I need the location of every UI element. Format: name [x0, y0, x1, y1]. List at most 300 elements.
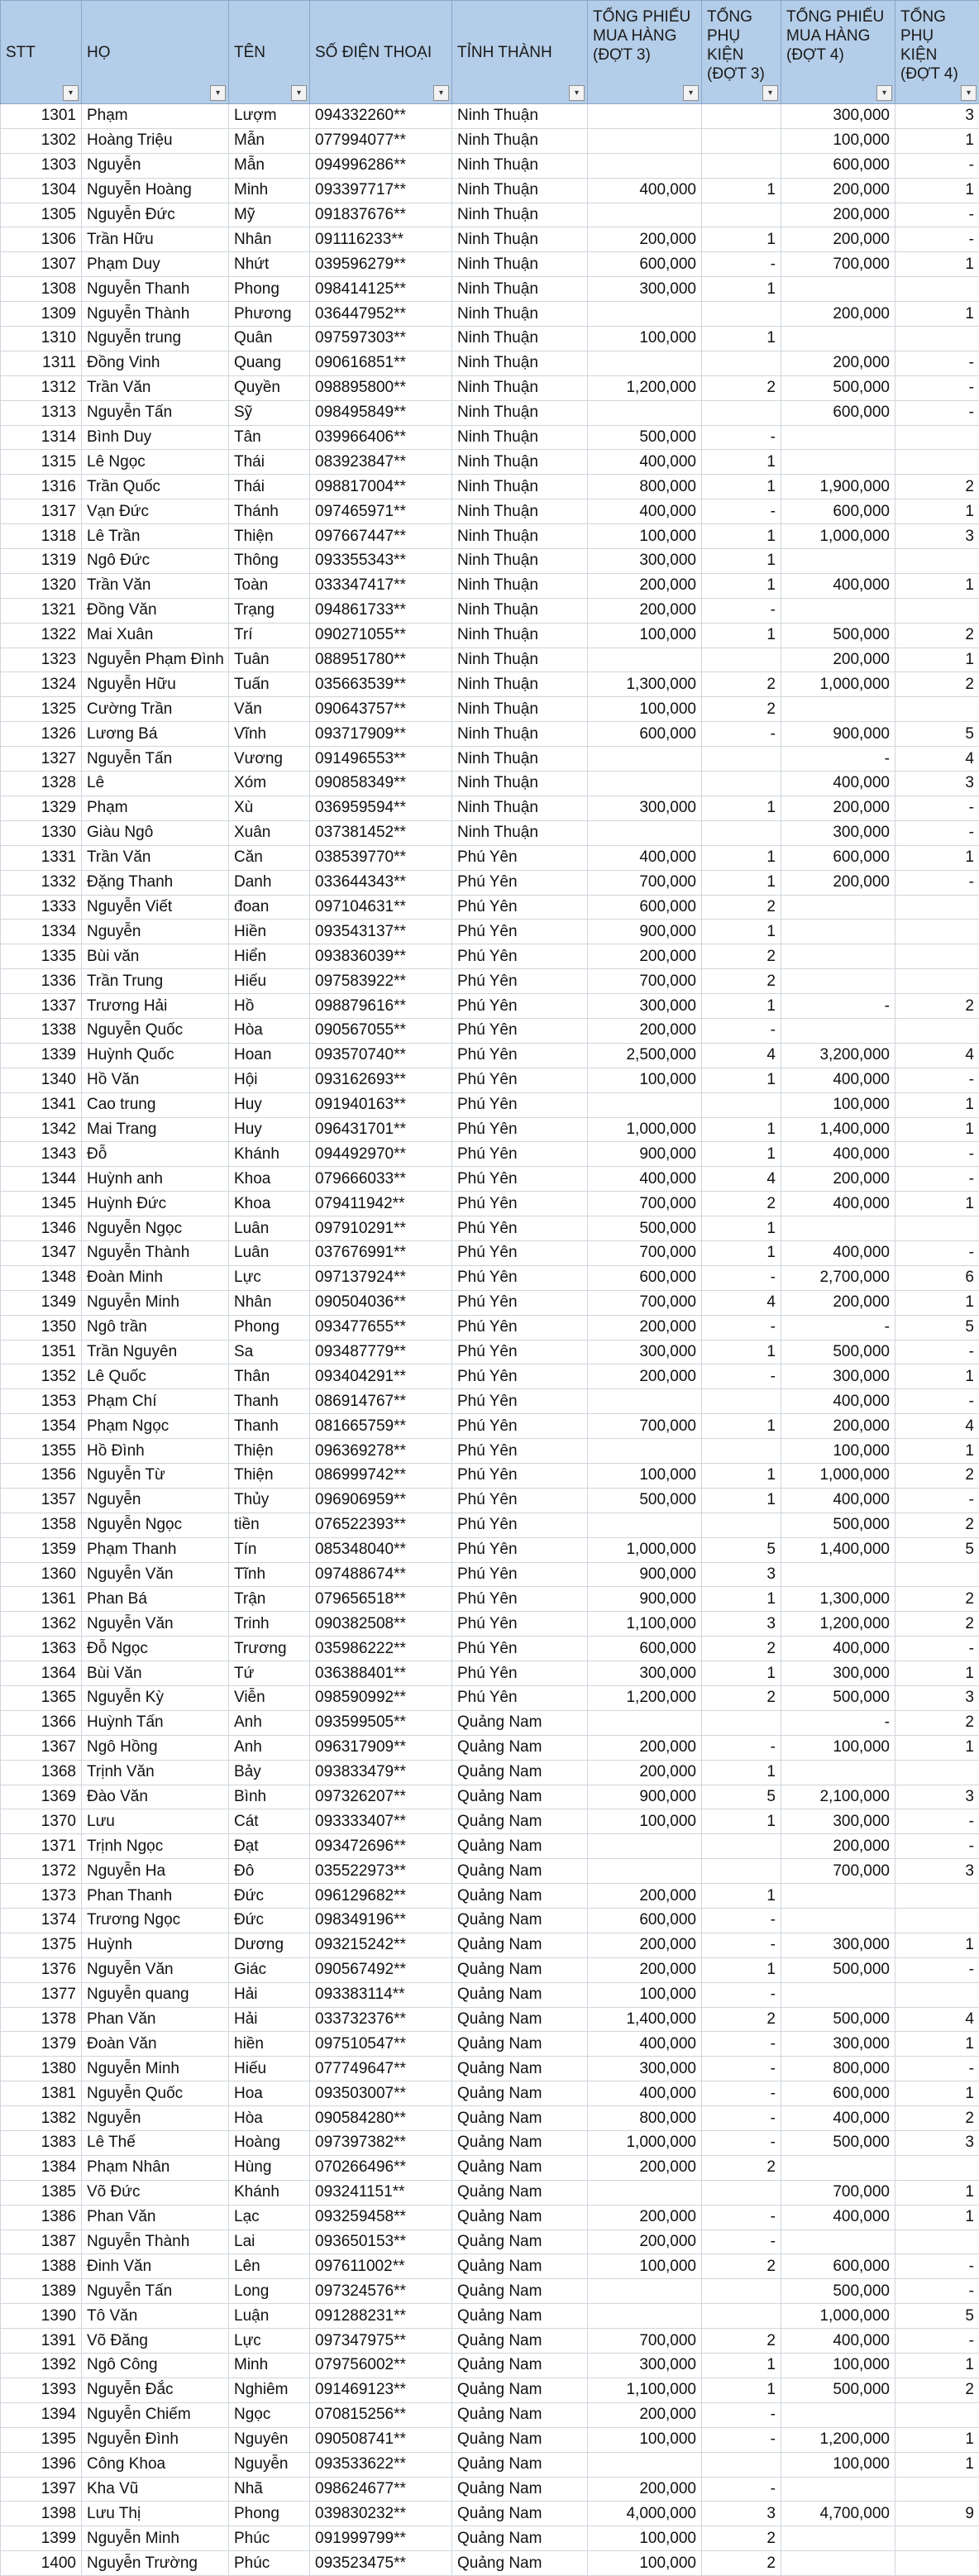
cell-phieu-dot4[interactable]: 200,000 — [781, 203, 895, 227]
cell-phu-kien-dot4[interactable]: 4 — [895, 2007, 979, 2032]
cell-phieu-dot3[interactable] — [588, 1710, 702, 1735]
cell-phieu-dot4[interactable] — [781, 1216, 895, 1241]
cell-so-dien-thoai[interactable]: 097347975** — [310, 2329, 452, 2354]
cell-ho[interactable]: Nguyễn Quốc — [82, 2081, 229, 2106]
cell-phieu-dot3[interactable] — [588, 747, 702, 772]
cell-ho[interactable]: Huỳnh anh — [82, 1167, 229, 1192]
cell-phieu-dot4[interactable]: 1,200,000 — [781, 2427, 895, 2452]
cell-phu-kien-dot4[interactable]: - — [895, 153, 979, 178]
cell-phu-kien-dot3[interactable]: 5 — [702, 1785, 781, 1809]
cell-phieu-dot4[interactable]: 100,000 — [781, 128, 895, 153]
cell-phieu-dot4[interactable]: 200,000 — [781, 1290, 895, 1315]
cell-ten[interactable]: Thanh — [229, 1389, 310, 1414]
cell-tinh-thanh[interactable]: Quảng Nam — [452, 2378, 588, 2402]
cell-ten[interactable]: Thân — [229, 1364, 310, 1389]
cell-so-dien-thoai[interactable]: 097465971** — [310, 499, 452, 524]
cell-stt[interactable]: 1332 — [1, 870, 82, 895]
cell-phu-kien-dot4[interactable]: 1 — [895, 2427, 979, 2452]
cell-phieu-dot3[interactable]: 700,000 — [588, 870, 702, 895]
cell-so-dien-thoai[interactable]: 097583922** — [310, 969, 452, 994]
cell-stt[interactable]: 1308 — [1, 277, 82, 302]
cell-ho[interactable]: Nguyễn Thành — [82, 2230, 229, 2254]
cell-phieu-dot4[interactable]: - — [781, 1710, 895, 1735]
cell-phieu-dot4[interactable]: 1,300,000 — [781, 1587, 895, 1612]
cell-phu-kien-dot3[interactable]: - — [702, 2131, 781, 2156]
cell-phieu-dot4[interactable]: 200,000 — [781, 1167, 895, 1192]
cell-tinh-thanh[interactable]: Ninh Thuận — [452, 104, 588, 129]
cell-ten[interactable]: Luân — [229, 1216, 310, 1241]
cell-phieu-dot3[interactable]: 700,000 — [588, 2329, 702, 2354]
cell-ten[interactable]: Thiện — [229, 524, 310, 549]
cell-phieu-dot4[interactable]: 200,000 — [781, 1834, 895, 1859]
cell-stt[interactable]: 1305 — [1, 203, 82, 227]
cell-so-dien-thoai[interactable]: 093833479** — [310, 1760, 452, 1785]
cell-phieu-dot3[interactable]: 700,000 — [588, 1192, 702, 1216]
cell-phieu-dot3[interactable]: 100,000 — [588, 2254, 702, 2279]
cell-phieu-dot3[interactable]: 500,000 — [588, 1488, 702, 1513]
cell-phieu-dot3[interactable]: 100,000 — [588, 623, 702, 648]
cell-ten[interactable]: Phương — [229, 302, 310, 327]
cell-so-dien-thoai[interactable]: 038539770** — [310, 845, 452, 870]
cell-ten[interactable]: Căn — [229, 845, 310, 870]
cell-ho[interactable]: Phạm Ngọc — [82, 1414, 229, 1439]
cell-ten[interactable]: Văn — [229, 697, 310, 722]
cell-ho[interactable]: Đặng Thanh — [82, 870, 229, 895]
cell-ten[interactable]: Bình — [229, 1785, 310, 1809]
cell-phieu-dot3[interactable]: 1,400,000 — [588, 2007, 702, 2032]
cell-ho[interactable]: Nguyễn Thành — [82, 1240, 229, 1265]
cell-so-dien-thoai[interactable]: 033644343** — [310, 870, 452, 895]
cell-ten[interactable]: Mẫn — [229, 128, 310, 153]
cell-so-dien-thoai[interactable]: 079756002** — [310, 2354, 452, 2378]
cell-phieu-dot4[interactable]: 500,000 — [781, 2279, 895, 2304]
cell-phu-kien-dot3[interactable]: 1 — [702, 178, 781, 203]
cell-ho[interactable]: Nguyễn Tấn — [82, 400, 229, 425]
cell-ho[interactable]: Trần Quốc — [82, 475, 229, 499]
cell-so-dien-thoai[interactable]: 097324576** — [310, 2279, 452, 2304]
cell-ho[interactable]: Trương Hải — [82, 994, 229, 1019]
cell-ho[interactable]: Đinh Văn — [82, 2254, 229, 2279]
cell-phieu-dot4[interactable]: 400,000 — [781, 1192, 895, 1216]
cell-phu-kien-dot4[interactable] — [895, 327, 979, 351]
cell-ten[interactable]: Thanh — [229, 1414, 310, 1439]
cell-ho[interactable]: Phạm Chí — [82, 1389, 229, 1414]
cell-ten[interactable]: Dương — [229, 1933, 310, 1957]
cell-so-dien-thoai[interactable]: 093533622** — [310, 2452, 452, 2477]
cell-phu-kien-dot4[interactable]: - — [895, 375, 979, 400]
cell-phu-kien-dot4[interactable]: 5 — [895, 1537, 979, 1562]
cell-tinh-thanh[interactable]: Quảng Nam — [452, 1760, 588, 1785]
cell-tinh-thanh[interactable]: Phú Yên — [452, 1562, 588, 1587]
cell-tinh-thanh[interactable]: Quảng Nam — [452, 2057, 588, 2081]
cell-stt[interactable]: 1369 — [1, 1785, 82, 1809]
cell-ten[interactable]: Hội — [229, 1068, 310, 1092]
cell-phu-kien-dot3[interactable] — [702, 2180, 781, 2205]
cell-ho[interactable]: Trương Ngọc — [82, 1909, 229, 1933]
cell-phu-kien-dot4[interactable]: 4 — [895, 1414, 979, 1439]
cell-ten[interactable]: Anh — [229, 1735, 310, 1760]
cell-so-dien-thoai[interactable]: 039830232** — [310, 2502, 452, 2526]
cell-so-dien-thoai[interactable]: 097397382** — [310, 2131, 452, 2156]
cell-phu-kien-dot4[interactable]: 3 — [895, 524, 979, 549]
cell-so-dien-thoai[interactable]: 086999742** — [310, 1463, 452, 1488]
cell-tinh-thanh[interactable]: Ninh Thuận — [452, 648, 588, 672]
cell-ho[interactable]: Đỗ Ngọc — [82, 1637, 229, 1661]
cell-tinh-thanh[interactable]: Quảng Nam — [452, 2502, 588, 2526]
cell-phu-kien-dot4[interactable]: 4 — [895, 747, 979, 772]
cell-phieu-dot4[interactable]: 400,000 — [781, 1068, 895, 1092]
cell-so-dien-thoai[interactable]: 035663539** — [310, 672, 452, 697]
cell-stt[interactable]: 1327 — [1, 747, 82, 772]
cell-phu-kien-dot3[interactable]: - — [702, 598, 781, 623]
cell-phieu-dot4[interactable]: 400,000 — [781, 1637, 895, 1661]
cell-phu-kien-dot4[interactable] — [895, 425, 979, 450]
cell-phieu-dot3[interactable] — [588, 1439, 702, 1464]
cell-stt[interactable]: 1392 — [1, 2354, 82, 2378]
cell-tinh-thanh[interactable]: Quảng Nam — [452, 1909, 588, 1933]
cell-phieu-dot3[interactable]: 300,000 — [588, 994, 702, 1019]
cell-phu-kien-dot3[interactable] — [702, 820, 781, 845]
cell-phu-kien-dot4[interactable]: - — [895, 1340, 979, 1364]
cell-tinh-thanh[interactable]: Ninh Thuận — [452, 252, 588, 277]
cell-phu-kien-dot3[interactable]: 1 — [702, 2354, 781, 2378]
cell-ho[interactable]: Lê — [82, 772, 229, 796]
cell-phieu-dot3[interactable] — [588, 351, 702, 375]
cell-phu-kien-dot4[interactable]: - — [895, 1240, 979, 1265]
cell-phu-kien-dot3[interactable]: - — [702, 1982, 781, 2007]
cell-tinh-thanh[interactable]: Ninh Thuận — [452, 227, 588, 252]
cell-ho[interactable]: Phạm Duy — [82, 252, 229, 277]
cell-ten[interactable]: Sa — [229, 1340, 310, 1364]
cell-ten[interactable]: Luận — [229, 2304, 310, 2329]
cell-phu-kien-dot3[interactable]: 1 — [702, 549, 781, 574]
cell-phu-kien-dot3[interactable]: 4 — [702, 1290, 781, 1315]
cell-phieu-dot3[interactable]: 900,000 — [588, 1587, 702, 1612]
cell-so-dien-thoai[interactable]: 076522393** — [310, 1513, 452, 1537]
cell-ten[interactable]: Hiếu — [229, 969, 310, 994]
cell-phu-kien-dot3[interactable] — [702, 351, 781, 375]
filter-dropdown-button[interactable] — [63, 85, 79, 101]
cell-phu-kien-dot3[interactable]: 2 — [702, 2155, 781, 2180]
cell-phieu-dot4[interactable]: 1,000,000 — [781, 2304, 895, 2329]
cell-phu-kien-dot3[interactable]: 1 — [702, 1661, 781, 1686]
cell-phu-kien-dot3[interactable]: 1 — [702, 1216, 781, 1241]
cell-ten[interactable]: Nhân — [229, 1290, 310, 1315]
cell-ho[interactable]: Mai Trang — [82, 1117, 229, 1142]
cell-phieu-dot4[interactable]: 400,000 — [781, 2106, 895, 2131]
cell-stt[interactable]: 1384 — [1, 2155, 82, 2180]
cell-tinh-thanh[interactable]: Quảng Nam — [452, 2402, 588, 2427]
cell-ho[interactable]: Trịnh Văn — [82, 1760, 229, 1785]
cell-phieu-dot4[interactable] — [781, 2526, 895, 2551]
cell-stt[interactable]: 1358 — [1, 1513, 82, 1537]
cell-ho[interactable]: Nguyễn Tấn — [82, 2279, 229, 2304]
cell-ho[interactable]: Nguyễn Đình — [82, 2427, 229, 2452]
cell-phu-kien-dot3[interactable]: - — [702, 499, 781, 524]
cell-tinh-thanh[interactable]: Ninh Thuận — [452, 697, 588, 722]
cell-so-dien-thoai[interactable]: 093599505** — [310, 1710, 452, 1735]
cell-phu-kien-dot3[interactable]: - — [702, 1265, 781, 1290]
cell-phu-kien-dot4[interactable]: 1 — [895, 2452, 979, 2477]
cell-tinh-thanh[interactable]: Phú Yên — [452, 969, 588, 994]
cell-ho[interactable]: Nguyễn Thanh — [82, 277, 229, 302]
cell-stt[interactable]: 1314 — [1, 425, 82, 450]
cell-phieu-dot4[interactable]: 100,000 — [781, 2452, 895, 2477]
cell-ho[interactable]: Nguyễn Văn — [82, 1562, 229, 1587]
cell-phu-kien-dot4[interactable]: 1 — [895, 1092, 979, 1117]
cell-phu-kien-dot4[interactable]: 1 — [895, 1439, 979, 1464]
cell-tinh-thanh[interactable]: Phú Yên — [452, 1389, 588, 1414]
cell-phieu-dot3[interactable]: 1,000,000 — [588, 1117, 702, 1142]
cell-tinh-thanh[interactable]: Phú Yên — [452, 920, 588, 944]
cell-phieu-dot3[interactable]: 300,000 — [588, 549, 702, 574]
cell-phieu-dot3[interactable]: 200,000 — [588, 2155, 702, 2180]
cell-phu-kien-dot4[interactable]: 1 — [895, 2032, 979, 2057]
cell-ho[interactable]: Đồng Văn — [82, 598, 229, 623]
cell-phieu-dot4[interactable]: 400,000 — [781, 2329, 895, 2354]
cell-so-dien-thoai[interactable]: 091469123** — [310, 2378, 452, 2402]
cell-ho[interactable]: Công Khoa — [82, 2452, 229, 2477]
cell-ten[interactable]: Phúc — [229, 2551, 310, 2576]
cell-so-dien-thoai[interactable]: 094996286** — [310, 153, 452, 178]
cell-tinh-thanh[interactable]: Ninh Thuận — [452, 475, 588, 499]
cell-phu-kien-dot3[interactable]: - — [702, 2230, 781, 2254]
cell-so-dien-thoai[interactable]: 093523475** — [310, 2551, 452, 2576]
cell-ho[interactable]: Nguyễn Phạm Đình — [82, 648, 229, 672]
cell-tinh-thanh[interactable]: Quảng Nam — [452, 2230, 588, 2254]
cell-so-dien-thoai[interactable]: 093259458** — [310, 2205, 452, 2230]
cell-tinh-thanh[interactable]: Phú Yên — [452, 1686, 588, 1711]
cell-tinh-thanh[interactable]: Phú Yên — [452, 870, 588, 895]
cell-stt[interactable]: 1398 — [1, 2502, 82, 2526]
cell-ten[interactable]: Minh — [229, 178, 310, 203]
cell-stt[interactable]: 1345 — [1, 1192, 82, 1216]
cell-ho[interactable]: Ngô Hồng — [82, 1735, 229, 1760]
cell-phu-kien-dot4[interactable]: - — [895, 1167, 979, 1192]
cell-phu-kien-dot4[interactable]: - — [895, 1389, 979, 1414]
cell-phieu-dot4[interactable]: 900,000 — [781, 722, 895, 747]
cell-stt[interactable]: 1386 — [1, 2205, 82, 2230]
cell-ho[interactable]: Bùi văn — [82, 944, 229, 969]
cell-so-dien-thoai[interactable]: 079411942** — [310, 1192, 452, 1216]
cell-ho[interactable]: Trần Văn — [82, 375, 229, 400]
cell-phu-kien-dot3[interactable]: 1 — [702, 2378, 781, 2402]
cell-phu-kien-dot3[interactable]: - — [702, 2081, 781, 2106]
cell-phieu-dot3[interactable]: 200,000 — [588, 1933, 702, 1957]
cell-so-dien-thoai[interactable]: 083923847** — [310, 450, 452, 475]
cell-phu-kien-dot4[interactable]: 3 — [895, 2131, 979, 2156]
cell-ten[interactable]: Khánh — [229, 1142, 310, 1167]
cell-phieu-dot4[interactable] — [781, 697, 895, 722]
cell-phieu-dot3[interactable]: 4,000,000 — [588, 2502, 702, 2526]
cell-ten[interactable]: Phong — [229, 2502, 310, 2526]
cell-phieu-dot3[interactable] — [588, 104, 702, 129]
cell-phieu-dot4[interactable]: 2,100,000 — [781, 1785, 895, 1809]
cell-ten[interactable]: Vương — [229, 747, 310, 772]
cell-tinh-thanh[interactable]: Quảng Nam — [452, 1982, 588, 2007]
cell-tinh-thanh[interactable]: Quảng Nam — [452, 2304, 588, 2329]
cell-ten[interactable]: Hoàng — [229, 2131, 310, 2156]
cell-phu-kien-dot3[interactable] — [702, 648, 781, 672]
cell-ten[interactable]: Đức — [229, 1909, 310, 1933]
cell-phieu-dot3[interactable] — [588, 1389, 702, 1414]
cell-phieu-dot3[interactable]: 100,000 — [588, 2427, 702, 2452]
cell-stt[interactable]: 1365 — [1, 1686, 82, 1711]
cell-phieu-dot3[interactable]: 200,000 — [588, 1018, 702, 1043]
cell-so-dien-thoai[interactable]: 093333407** — [310, 1809, 452, 1834]
cell-so-dien-thoai[interactable]: 098624677** — [310, 2477, 452, 2502]
cell-stt[interactable]: 1388 — [1, 2254, 82, 2279]
cell-ten[interactable]: Quang — [229, 351, 310, 375]
cell-phu-kien-dot3[interactable]: 1 — [702, 1587, 781, 1612]
cell-stt[interactable]: 1303 — [1, 153, 82, 178]
cell-phieu-dot3[interactable] — [588, 648, 702, 672]
cell-stt[interactable]: 1320 — [1, 573, 82, 598]
cell-ho[interactable]: Nguyễn Ngọc — [82, 1513, 229, 1537]
cell-stt[interactable]: 1316 — [1, 475, 82, 499]
cell-ho[interactable]: Lê Quốc — [82, 1364, 229, 1389]
cell-phu-kien-dot4[interactable]: 1 — [895, 302, 979, 327]
cell-phieu-dot3[interactable]: 200,000 — [588, 1364, 702, 1389]
cell-ten[interactable]: Tân — [229, 425, 310, 450]
cell-phu-kien-dot4[interactable]: - — [895, 2279, 979, 2304]
cell-phu-kien-dot3[interactable] — [702, 1834, 781, 1859]
cell-phieu-dot4[interactable] — [781, 895, 895, 920]
cell-ten[interactable]: Thái — [229, 475, 310, 499]
cell-ten[interactable]: Khoa — [229, 1167, 310, 1192]
cell-ten[interactable]: Nhứt — [229, 252, 310, 277]
cell-phieu-dot4[interactable]: 1,000,000 — [781, 672, 895, 697]
cell-phu-kien-dot4[interactable]: - — [895, 2254, 979, 2279]
cell-phu-kien-dot4[interactable] — [895, 450, 979, 475]
cell-tinh-thanh[interactable]: Quảng Nam — [452, 1957, 588, 1982]
cell-phu-kien-dot3[interactable]: - — [702, 2205, 781, 2230]
cell-phu-kien-dot4[interactable]: 1 — [895, 2081, 979, 2106]
cell-phieu-dot4[interactable]: 200,000 — [781, 648, 895, 672]
cell-phieu-dot3[interactable]: 1,000,000 — [588, 1537, 702, 1562]
cell-so-dien-thoai[interactable]: 036447952** — [310, 302, 452, 327]
cell-phu-kien-dot4[interactable] — [895, 1982, 979, 2007]
filter-dropdown-button[interactable] — [683, 85, 699, 101]
cell-ten[interactable]: Thiện — [229, 1463, 310, 1488]
cell-tinh-thanh[interactable]: Quảng Nam — [452, 1933, 588, 1957]
cell-phieu-dot4[interactable]: 300,000 — [781, 820, 895, 845]
cell-ho[interactable]: Võ Đăng — [82, 2329, 229, 2354]
cell-ho[interactable]: Nguyễn Văn — [82, 1612, 229, 1637]
cell-phieu-dot4[interactable] — [781, 1562, 895, 1587]
cell-phieu-dot4[interactable]: 500,000 — [781, 1686, 895, 1711]
cell-phu-kien-dot3[interactable] — [702, 1092, 781, 1117]
cell-stt[interactable]: 1359 — [1, 1537, 82, 1562]
cell-phieu-dot3[interactable]: 1,100,000 — [588, 1612, 702, 1637]
cell-so-dien-thoai[interactable]: 091837676** — [310, 203, 452, 227]
cell-ten[interactable]: Lượm — [229, 104, 310, 129]
cell-phu-kien-dot3[interactable]: - — [702, 1364, 781, 1389]
cell-tinh-thanh[interactable]: Ninh Thuận — [452, 499, 588, 524]
cell-ho[interactable]: Đồng Vinh — [82, 351, 229, 375]
cell-so-dien-thoai[interactable]: 097104631** — [310, 895, 452, 920]
cell-stt[interactable]: 1306 — [1, 227, 82, 252]
cell-phu-kien-dot4[interactable]: 3 — [895, 1785, 979, 1809]
cell-tinh-thanh[interactable]: Phú Yên — [452, 1018, 588, 1043]
cell-phieu-dot3[interactable]: 400,000 — [588, 1167, 702, 1192]
cell-phieu-dot4[interactable] — [781, 277, 895, 302]
cell-so-dien-thoai[interactable]: 090508741** — [310, 2427, 452, 2452]
cell-phieu-dot3[interactable]: 300,000 — [588, 1340, 702, 1364]
cell-stt[interactable]: 1330 — [1, 820, 82, 845]
cell-stt[interactable]: 1372 — [1, 1859, 82, 1884]
cell-ho[interactable]: Lưu Thị — [82, 2502, 229, 2526]
cell-stt[interactable]: 1335 — [1, 944, 82, 969]
cell-so-dien-thoai[interactable]: 098495849** — [310, 400, 452, 425]
cell-ho[interactable]: Lưu — [82, 1809, 229, 1834]
cell-so-dien-thoai[interactable]: 096317909** — [310, 1735, 452, 1760]
cell-phu-kien-dot4[interactable]: 2 — [895, 1587, 979, 1612]
cell-phu-kien-dot3[interactable] — [702, 747, 781, 772]
cell-phu-kien-dot3[interactable]: 1 — [702, 796, 781, 820]
cell-so-dien-thoai[interactable]: 033347417** — [310, 573, 452, 598]
cell-phu-kien-dot4[interactable]: 1 — [895, 845, 979, 870]
cell-phieu-dot4[interactable]: 300,000 — [781, 104, 895, 129]
cell-phieu-dot3[interactable]: 200,000 — [588, 1315, 702, 1340]
cell-ten[interactable]: Đô — [229, 1859, 310, 1884]
cell-phieu-dot3[interactable] — [588, 1513, 702, 1537]
cell-ten[interactable]: Tuân — [229, 648, 310, 672]
cell-phu-kien-dot4[interactable]: 1 — [895, 1933, 979, 1957]
cell-ten[interactable]: Phong — [229, 1315, 310, 1340]
cell-stt[interactable]: 1400 — [1, 2551, 82, 2576]
cell-phu-kien-dot3[interactable]: 3 — [702, 1562, 781, 1587]
cell-phieu-dot3[interactable]: 700,000 — [588, 1240, 702, 1265]
cell-ho[interactable]: Lê Trần — [82, 524, 229, 549]
cell-so-dien-thoai[interactable]: 070266496** — [310, 2155, 452, 2180]
cell-ho[interactable]: Trần Văn — [82, 573, 229, 598]
cell-tinh-thanh[interactable]: Quảng Nam — [452, 2329, 588, 2354]
cell-phu-kien-dot4[interactable] — [895, 1760, 979, 1785]
cell-ho[interactable]: Phan Văn — [82, 2007, 229, 2032]
cell-phu-kien-dot4[interactable]: - — [895, 1834, 979, 1859]
cell-phu-kien-dot3[interactable] — [702, 302, 781, 327]
cell-so-dien-thoai[interactable]: 091116233** — [310, 227, 452, 252]
cell-phu-kien-dot3[interactable]: 1 — [702, 870, 781, 895]
cell-phu-kien-dot4[interactable]: - — [895, 2329, 979, 2354]
cell-phu-kien-dot3[interactable]: 1 — [702, 1068, 781, 1092]
cell-so-dien-thoai[interactable]: 091288231** — [310, 2304, 452, 2329]
cell-phieu-dot3[interactable]: 100,000 — [588, 1463, 702, 1488]
cell-phu-kien-dot4[interactable]: - — [895, 870, 979, 895]
cell-tinh-thanh[interactable]: Quảng Nam — [452, 2354, 588, 2378]
cell-so-dien-thoai[interactable]: 097488674** — [310, 1562, 452, 1587]
cell-phu-kien-dot4[interactable] — [895, 2155, 979, 2180]
cell-stt[interactable]: 1391 — [1, 2329, 82, 2354]
cell-stt[interactable]: 1394 — [1, 2402, 82, 2427]
cell-phu-kien-dot4[interactable]: 2 — [895, 672, 979, 697]
cell-phu-kien-dot4[interactable]: 2 — [895, 475, 979, 499]
cell-phieu-dot4[interactable]: 200,000 — [781, 178, 895, 203]
cell-ten[interactable]: Đức — [229, 1884, 310, 1909]
cell-ho[interactable]: Tô Văn — [82, 2304, 229, 2329]
cell-stt[interactable]: 1334 — [1, 920, 82, 944]
cell-ten[interactable]: Nhân — [229, 227, 310, 252]
cell-phieu-dot3[interactable]: 300,000 — [588, 796, 702, 820]
cell-ten[interactable]: Tứ — [229, 1661, 310, 1686]
cell-phu-kien-dot4[interactable]: 3 — [895, 104, 979, 129]
cell-phu-kien-dot3[interactable] — [702, 1389, 781, 1414]
cell-phu-kien-dot4[interactable] — [895, 2526, 979, 2551]
cell-ten[interactable]: Trận — [229, 1587, 310, 1612]
cell-phieu-dot3[interactable]: 900,000 — [588, 920, 702, 944]
cell-so-dien-thoai[interactable]: 096369278** — [310, 1439, 452, 1464]
